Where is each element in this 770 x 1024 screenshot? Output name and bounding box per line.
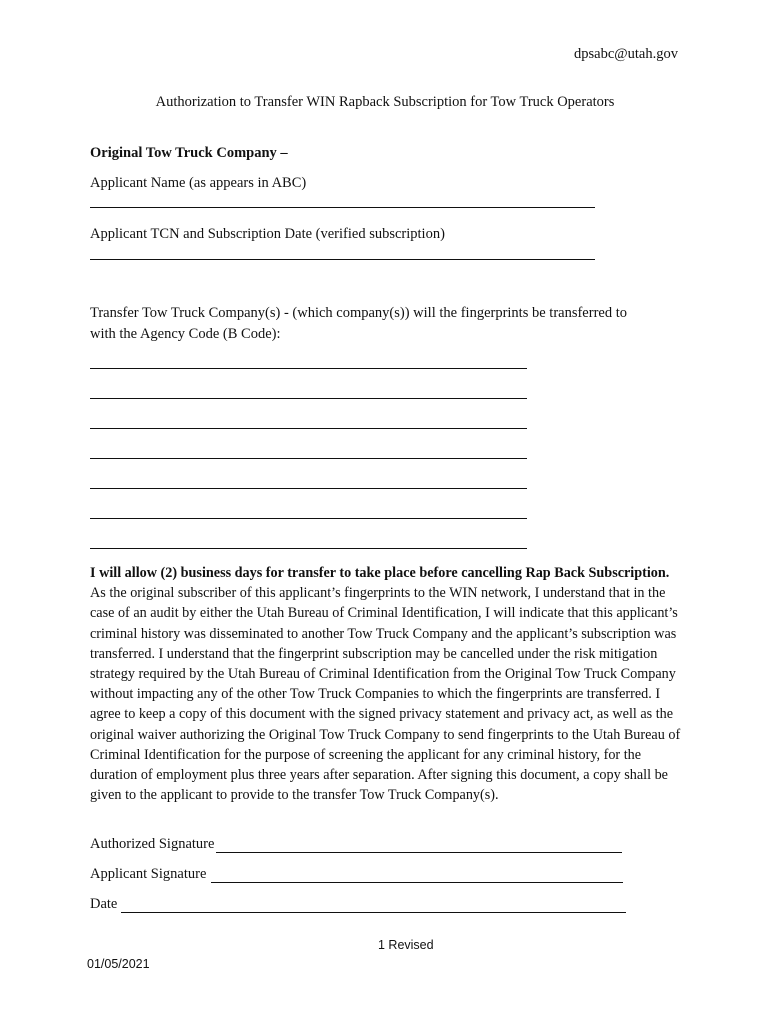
page-revised: 1 Revised [378, 938, 434, 952]
revision-date: 01/05/2021 [87, 957, 150, 971]
applicant-signature-field[interactable] [211, 868, 623, 883]
applicant-name-field[interactable] [90, 207, 595, 208]
transfer-company-field[interactable] [90, 548, 527, 549]
original-company-heading: Original Tow Truck Company – [90, 145, 288, 161]
transfer-label-line2: with the Agency Code (B Code): [90, 326, 281, 342]
transfer-company-field[interactable] [90, 458, 527, 459]
transfer-company-field[interactable] [90, 368, 527, 369]
authorization-statement [90, 563, 685, 805]
date-row [90, 896, 626, 913]
transfer-company-field[interactable] [90, 428, 527, 429]
authorized-signature-row [90, 836, 622, 853]
document-title: Authorization to Transfer WIN Rapback Subscription for Tow Truck Operators [155, 94, 615, 110]
statement-body: As the original subscriber of this applicant’s fingerprints to the WIN network, I understand that in the case of an audit by either the Utah Bureau of Criminal Identification, I will indicate that this applicant’s criminal history was disseminated to another Tow Truck Company and the applicant’s subscription was transferred. I understand that the fingerprint subscription may be cancelled under the risk mitigation strategy required by the Utah Bureau of Criminal Identification from the Original Tow Truck Company without impacting any of the other Tow Truck Companies to which the fingerprints are transferred. I agree to keep a copy of this document with the signed privacy statement and privacy act, as well as the original waiver authorizing the Original Tow Truck Company to send fingerprints to the Utah Bureau of Criminal Identification for the purpose of screening the applicant for any criminal history, for the duration of employment plus three years after separation. After signing this document, a copy shall be given to the applicant to provide to the transfer Tow Truck Company(s). [90, 585, 681, 804]
applicant-tcn-field[interactable] [90, 259, 595, 260]
date-field[interactable] [121, 898, 626, 913]
transfer-company-field[interactable] [90, 398, 527, 399]
applicant-signature-row [90, 866, 623, 883]
transfer-label-line1: Transfer Tow Truck Company(s) - (which company(s)) will the fingerprints be transferred to [90, 305, 627, 321]
contact-email: dpsabc@utah.gov [574, 46, 678, 62]
authorized-signature-field[interactable] [216, 838, 622, 853]
applicant-tcn-label: Applicant TCN and Subscription Date (verified subscription) [90, 226, 445, 242]
applicant-name-label: Applicant Name (as appears in ABC) [90, 175, 307, 191]
statement-bold-lead: I will allow (2) business days for transfer to take place before cancelling Rap Back Subscription. [90, 565, 670, 581]
date-label: Date [90, 896, 118, 912]
authorized-signature-label: Authorized Signature [90, 836, 215, 852]
transfer-company-field[interactable] [90, 518, 527, 519]
transfer-company-field[interactable] [90, 488, 527, 489]
applicant-signature-label: Applicant Signature [90, 866, 207, 882]
